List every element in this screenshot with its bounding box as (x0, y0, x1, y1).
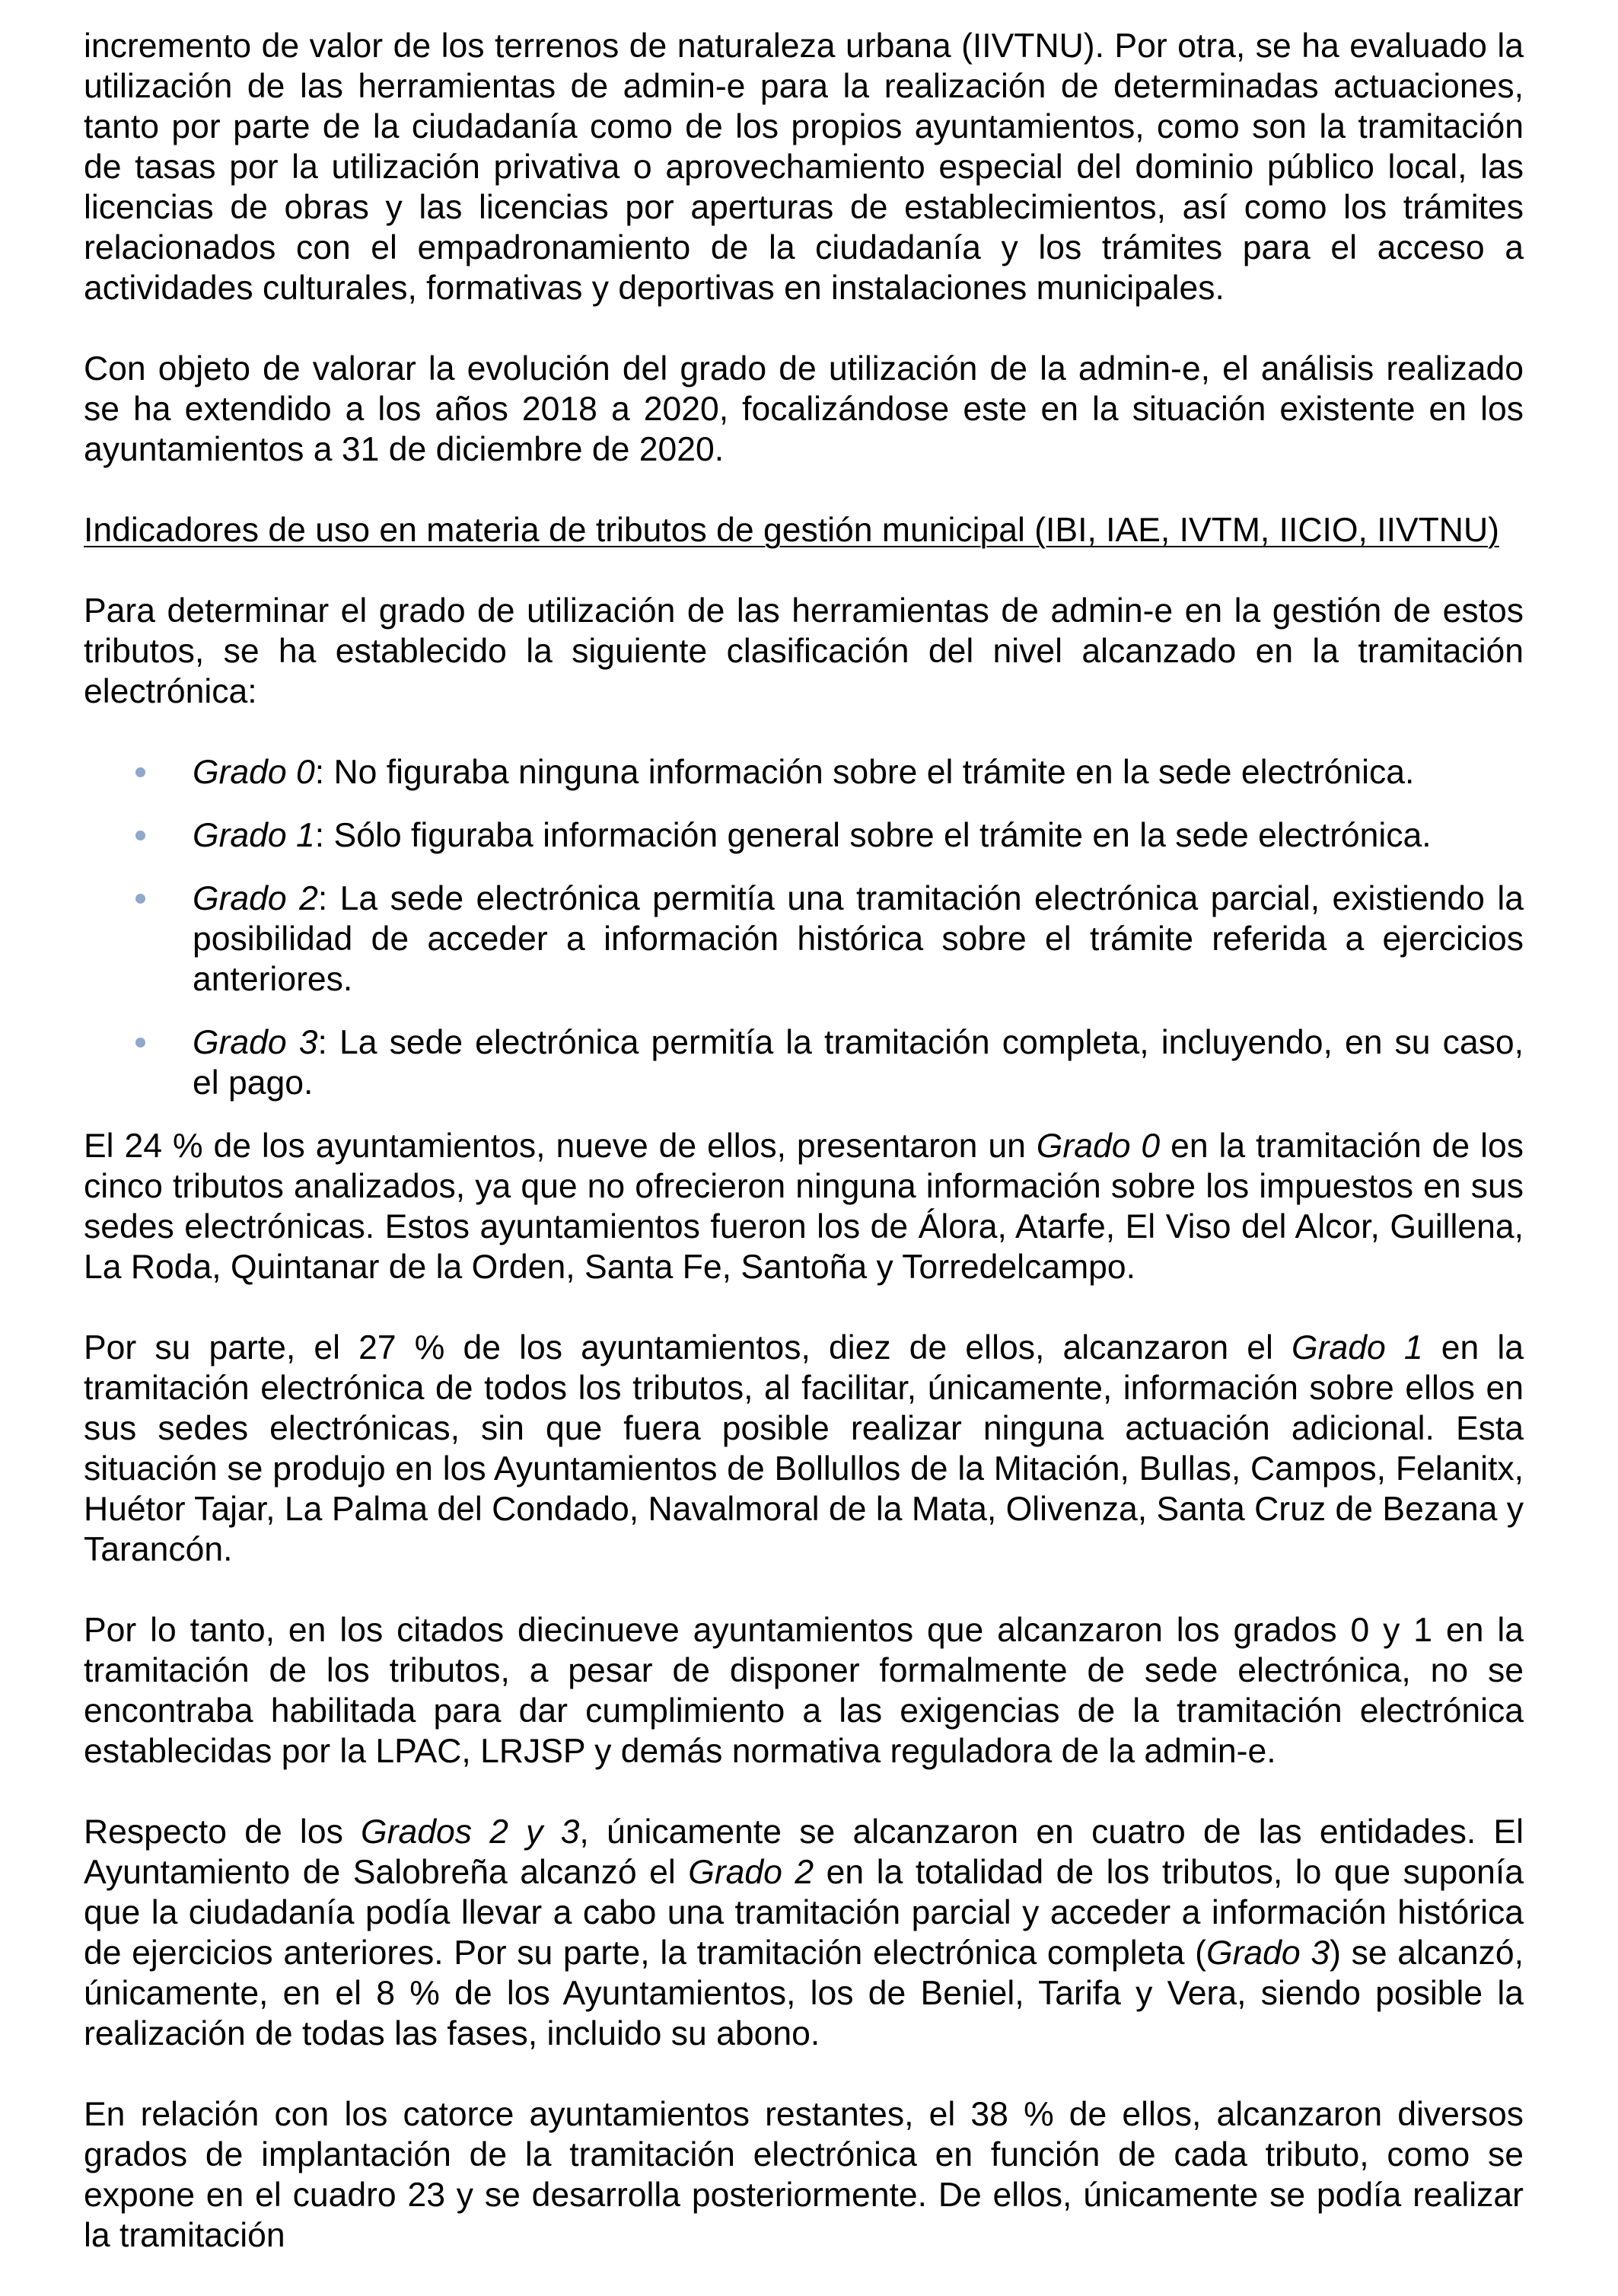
grade-description: : La sede electrónica permitía la tramitación completa, incluyendo, en su caso, el pago. (193, 1024, 1524, 1102)
emphasis-grado: Grado 0 (1036, 1127, 1161, 1165)
paragraph-remaining: En relación con los catorce ayuntamientos restantes, el 38 % de ellos, alcanzaron diversos grados de implantación de la tramitación electrónica en función de cada tributo, como se expone en el cuadro 23 y se desarrolla posteriormente. De ellos, únicamente se podía realizar la tramitación (84, 2096, 1524, 2254)
emphasis-grado: Grado 2 (688, 1854, 814, 1891)
paragraph-grado-0 (84, 1126, 1524, 1287)
grade-description: : Sólo figuraba información general sobre el trámite en la sede electrónica. (314, 817, 1432, 854)
paragraph-evolution: Con objeto de valorar la evolución del grado de utilización de la admin-e, el análisis realizado se ha extendido a los años 2018 a 2020, focalizándose este en la situación existente en los ayuntamientos a 31 de diciembre de 2020. (84, 350, 1524, 468)
list-item-grado-1 (84, 815, 1524, 856)
bullet-icon (135, 894, 145, 904)
paragraph-intro: incremento de valor de los terrenos de naturaleza urbana (IIVTNU). Por otra, se ha evaluado la utilización de las herramientas de admin-e para la realización de determinadas actuaciones, tanto por parte de la ciudadanía como de los propios ayuntamientos, como son la tramitación de tasas por la utilización privativa o aprovechamiento especial del dominio público local, las licencias de obras y las licencias por aperturas de establecimientos, así como los trámites relacionados con el empadronamiento de la ciudadanía y los trámites para el acceso a actividades culturales, formativas y deportivas en instalaciones municipales. (84, 27, 1524, 307)
bullet-icon (135, 1038, 145, 1048)
grade-label: Grado 0 (193, 754, 315, 791)
list-item-grado-3 (84, 1022, 1524, 1103)
document-page (84, 26, 1524, 2296)
emphasis-grado: Grado 3 (1206, 1934, 1330, 1972)
emphasis-grado: Grado 1 (1292, 1329, 1423, 1366)
grade-label: Grado 1 (193, 817, 315, 854)
text-run: ) se alcanzó, únicamente, en el 8 % de los Ayuntamientos, los de Beniel, Tarifa y Vera, siendo posible la realización de todas las fases, incluido su abono. (84, 1934, 1524, 2052)
emphasis-grado: Grados 2 y 3 (361, 1813, 580, 1851)
text-run: , únicamente se alcanzaron en cuatro de las entidades. El Ayuntamiento de Salobreña alcanzó el (84, 1813, 1524, 1891)
text-run: El 24 % de los ayuntamientos, nueve de ellos, presentaron un (84, 1127, 1037, 1165)
list-item-grado-0 (84, 752, 1524, 792)
paragraph-classification: Para determinar el grado de utilización de las herramientas de admin-e en la gestión de estos tributos, se ha establecido la siguiente clasificación del nivel alcanzado en la tramitación electrónica: (84, 592, 1524, 710)
section-heading: Indicadores de uso en materia de tributos de gestión municipal (IBI, IAE, IVTM, IICIO, IIVTNU) (84, 512, 1499, 549)
grades-list (84, 752, 1524, 1103)
paragraph-grados-2-3 (84, 1812, 1524, 2054)
text-run: Por su parte, el 27 % de los ayuntamientos, diez de ellos, alcanzaron el (84, 1329, 1292, 1366)
text-run: en la totalidad de los tributos, lo que suponía que la ciudadanía podía llevar a cabo una tramitación parcial y acceder a información histórica de ejercicios anteriores. Por su parte, la tramitación electrónica completa ( (84, 1854, 1524, 1972)
text-run: Respecto de los (84, 1813, 362, 1851)
grade-description: : La sede electrónica permitía una tramitación electrónica parcial, existiendo la posibilidad de acceder a información histórica sobre el trámite referida a ejercicios anteriores. (193, 880, 1524, 998)
grade-label: Grado 3 (193, 1024, 318, 1061)
bullet-icon (135, 767, 145, 777)
grade-description: : No figuraba ninguna información sobre el trámite en la sede electrónica. (314, 754, 1415, 791)
paragraph-grado-1 (84, 1328, 1524, 1570)
grade-label: Grado 2 (193, 880, 318, 917)
text-run: en la tramitación electrónica de todos los tributos, al facilitar, únicamente, información sobre ellos en sus sedes electrónicas, sin que fuera posible realizar ninguna actuación adicional. Esta situación se produjo en los Ayuntamientos de Bollullos de la Mitación, Bullas, Campos, Felanitx, Huétor Tajar, La Palma del Condado, Navalmoral de la Mata, Olivenza, Santa Cruz de Bezana y Tarancón. (84, 1329, 1524, 1568)
list-item-grado-2 (84, 879, 1524, 1000)
bullet-icon (135, 831, 145, 840)
paragraph-conclusion: Por lo tanto, en los citados diecinueve ayuntamientos que alcanzaron los grados 0 y 1 en la tramitación de los tributos, a pesar de disponer formalmente de sede electrónica, no se encontraba habilitada para dar cumplimiento a las exigencias de la tramitación electrónica establecidas por la LPAC, LRJSP y demás normativa reguladora de la admin-e. (84, 1612, 1524, 1770)
text-run: en la tramitación de los cinco tributos analizados, ya que no ofrecieron ninguna información sobre los impuestos en sus sedes electrónicas. Estos ayuntamientos fueron los de Álora, Atarfe, El Viso del Alcor, Guillena, La Roda, Quintanar de la Orden, Santa Fe, Santoña y Torredelcampo. (84, 1127, 1524, 1286)
